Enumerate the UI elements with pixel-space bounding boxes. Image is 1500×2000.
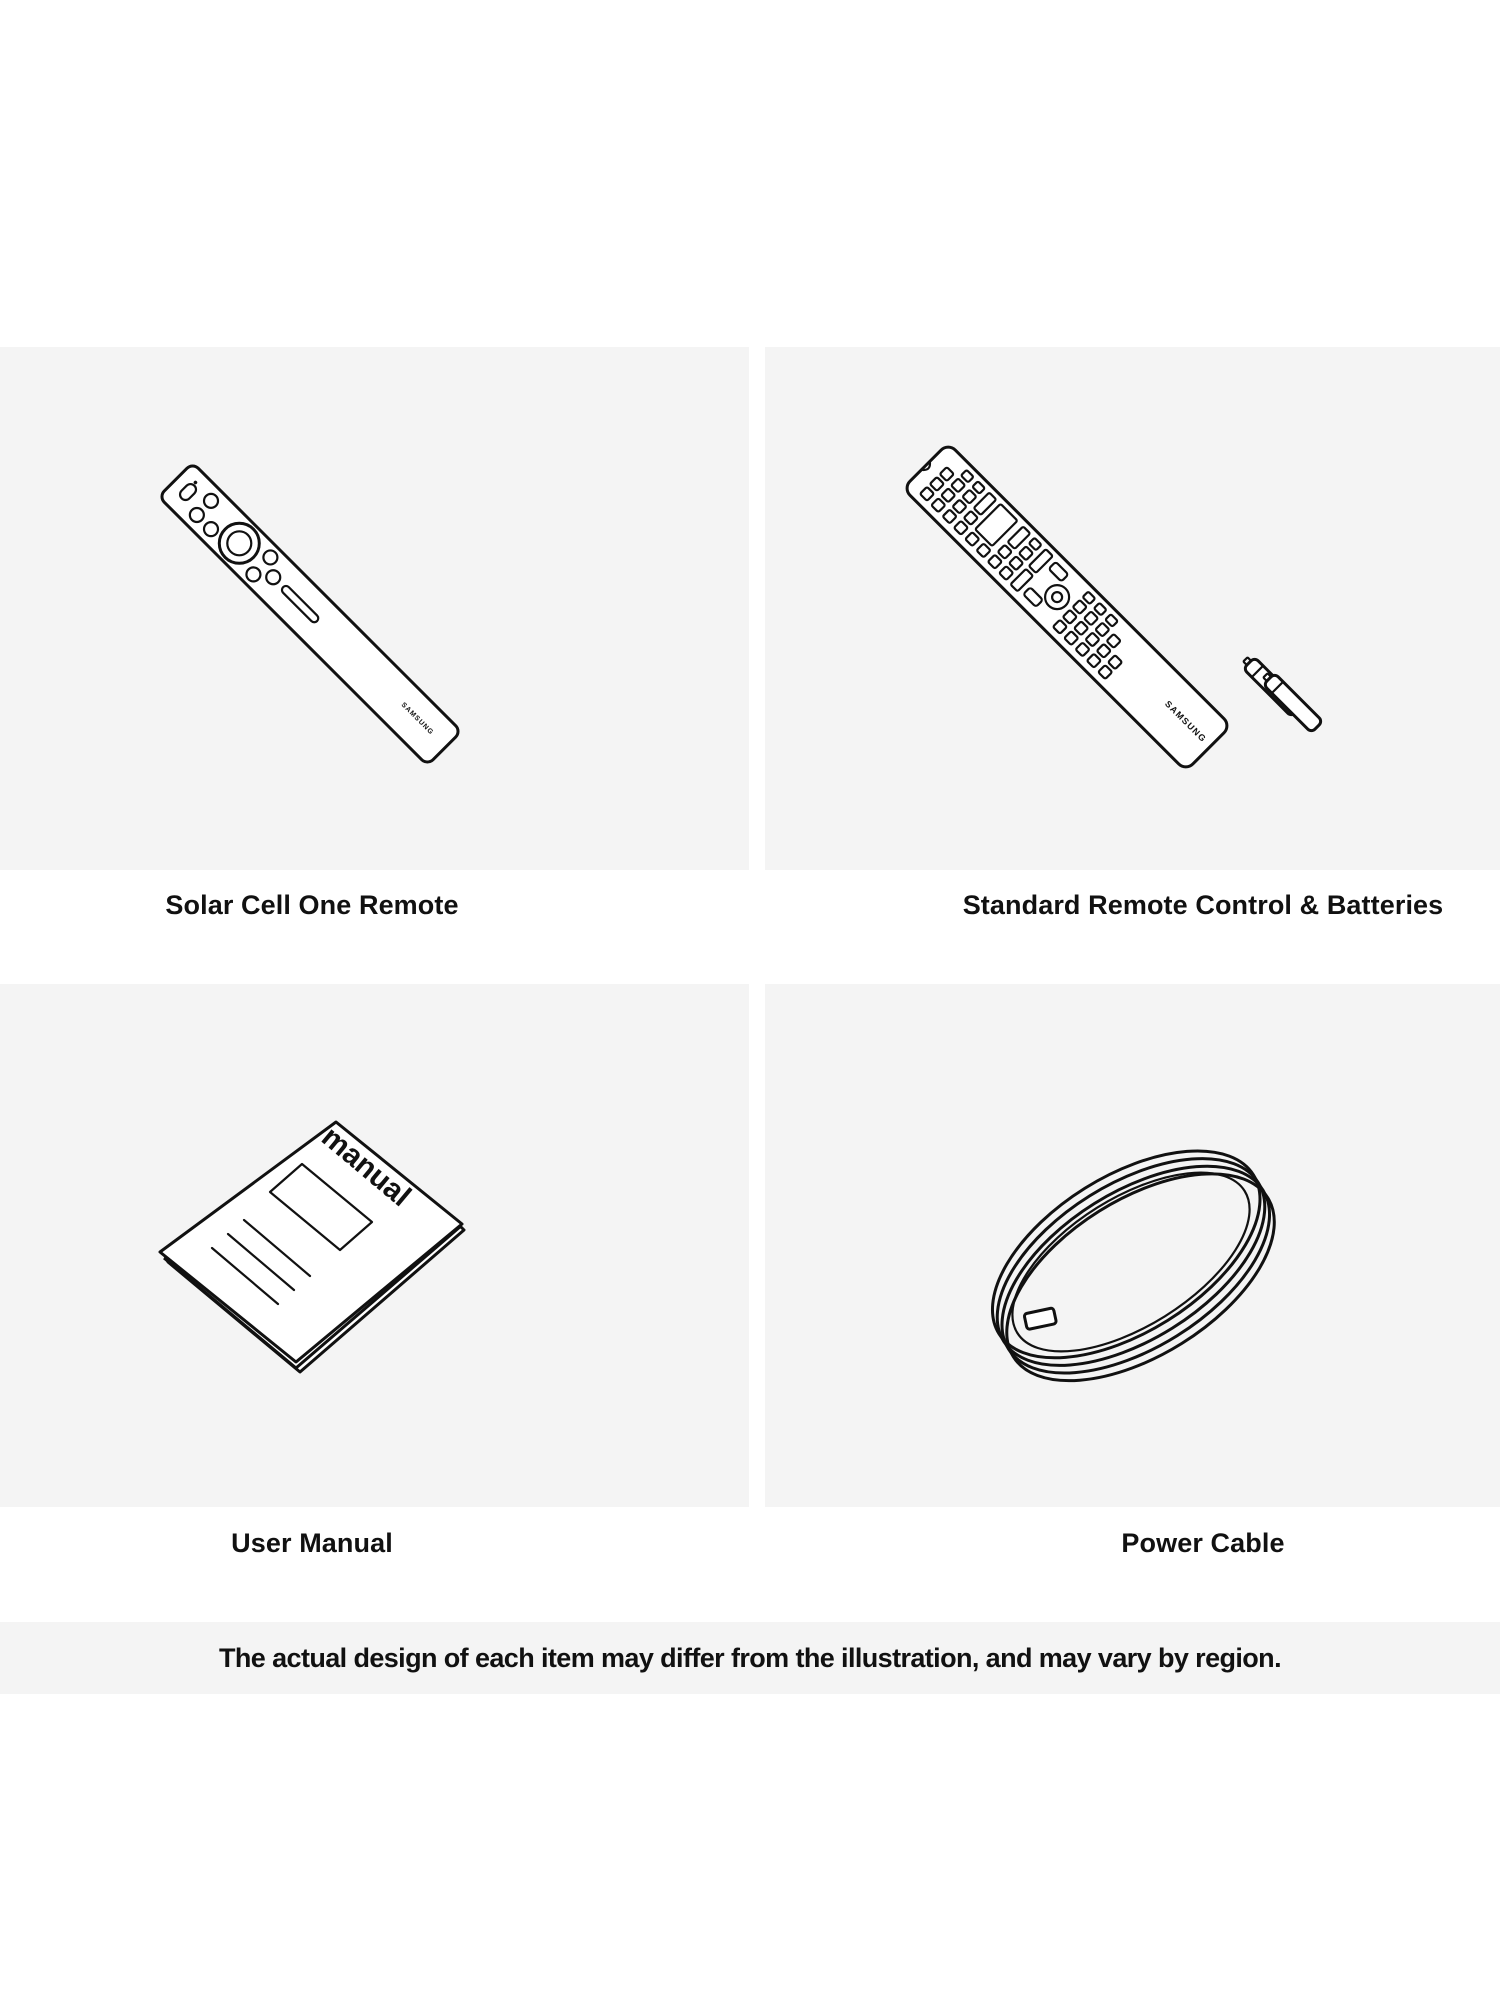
standard-remote-icon: [765, 347, 1500, 870]
manual-cover-text: manual: [315, 1120, 417, 1214]
caption-standard-remote: Standard Remote Control & Batteries: [962, 890, 1444, 920]
standard-remote-brand-text: SAMSUNG: [1163, 698, 1209, 745]
caption-user-manual: User Manual: [231, 1528, 393, 1558]
power-cable-icon: [765, 984, 1500, 1507]
solar-cell-remote-icon: [0, 347, 749, 870]
disclaimer-text: The actual design of each item may differ from the illustration, and may vary by region.: [219, 1643, 1281, 1673]
disclaimer-bar: [0, 1622, 1500, 1694]
caption-solar-cell-remote: Solar Cell One Remote: [165, 890, 459, 920]
remote-brand-text: SAMSUNG: [399, 701, 435, 737]
caption-power-cable: Power Cable: [1121, 1528, 1285, 1558]
item-panel-solar-cell-remote: [0, 347, 749, 870]
item-panel-user-manual: [0, 984, 749, 1507]
user-manual-icon: [0, 984, 749, 1507]
item-panel-power-cable: [765, 984, 1500, 1507]
batteries-icon: [1240, 654, 1323, 733]
item-panel-standard-remote: [765, 347, 1500, 870]
